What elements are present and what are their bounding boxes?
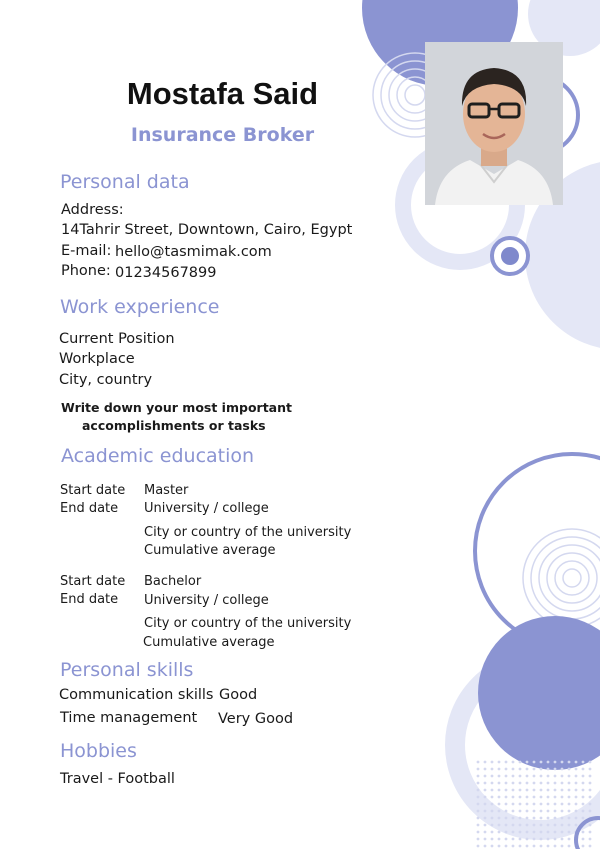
hobbies-text: Travel - Football xyxy=(60,771,175,787)
education-degree: Bachelor xyxy=(144,574,202,589)
email-label: E-mail: xyxy=(61,243,112,259)
job-title: Insurance Broker xyxy=(130,124,315,146)
profile-photo xyxy=(425,42,563,205)
education-average: Cumulative average xyxy=(144,543,276,558)
education-start-label: Start date xyxy=(60,483,126,498)
skill-name: Time management xyxy=(60,710,198,726)
skill-name: Communication skills xyxy=(59,687,214,703)
education-location: City or country of the university xyxy=(144,616,352,631)
section-title-education: Academic education xyxy=(61,445,255,467)
phone-value: 01234567899 xyxy=(115,265,217,281)
skill-level: Good xyxy=(219,687,258,703)
education-institution: University / college xyxy=(144,501,269,516)
education-location: City or country of the university xyxy=(144,525,352,540)
skill-level: Very Good xyxy=(218,711,294,727)
education-average: Cumulative average xyxy=(143,635,275,650)
education-degree: Master xyxy=(144,483,189,498)
section-title-skills: Personal skills xyxy=(60,659,194,681)
section-title-hobbies: Hobbies xyxy=(60,740,137,762)
work-position: Current Position xyxy=(59,331,175,347)
section-title-work-experience: Work experience xyxy=(60,296,220,318)
section-title-personal-data: Personal data xyxy=(60,171,190,193)
education-end-label: End date xyxy=(60,501,119,516)
address-label: Address: xyxy=(61,202,124,218)
candidate-name: Mostafa Said xyxy=(126,76,319,111)
education-end-label: End date xyxy=(60,592,119,607)
address-value: 14Tahrir Street, Downtown, Cairo, Egypt xyxy=(61,222,353,238)
education-start-label: Start date xyxy=(60,574,126,589)
accomplishments-line2: accomplishments or tasks xyxy=(82,418,266,433)
accomplishments-line1: Write down your most important xyxy=(61,400,292,415)
phone-label: Phone: xyxy=(61,263,111,279)
work-workplace: Workplace xyxy=(59,351,135,367)
work-location: City, country xyxy=(59,372,153,388)
education-institution: University / college xyxy=(144,593,269,608)
email-value: hello@tasmimak.com xyxy=(115,244,272,260)
